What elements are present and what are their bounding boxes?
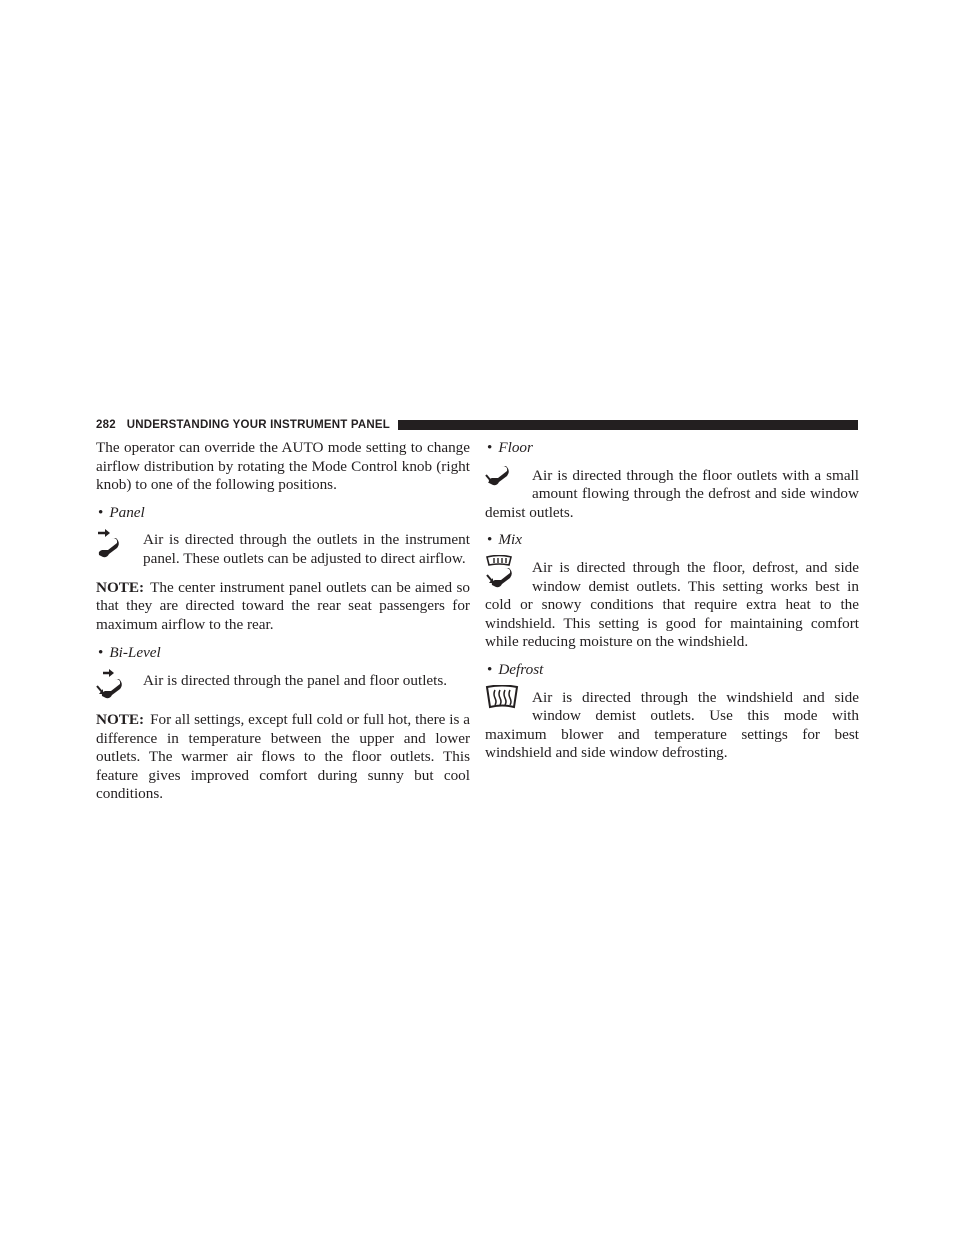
panel-mode-icon [96,527,143,564]
bilevel-description [96,672,470,705]
note-2-text: For all settings, except full cold or full hot, there is a difference in temperature between the upper and lower outlets. The warmer air flows to the floor outlets. This feature gives improved comfort during sunny but cool conditions. [96,710,470,803]
note-2-label: NOTE: [96,710,145,728]
defrost-description [485,689,859,763]
note-1-label: NOTE: [96,578,145,596]
page-header [96,417,858,433]
mix-mode-icon [485,555,532,592]
section-title: UNDERSTANDING YOUR INSTRUMENT PANEL [126,419,390,431]
mix-description [485,559,859,652]
bullet-mix: • Mix [487,531,522,549]
right-column [485,439,859,763]
mix-text: Air is directed through the floor, defrost, and side window demist outlets. This setting works best in cold or snowy conditions that require extra heat to the windshield. This setting is good for maintaining comfort while reducing moisture on the windshield. [485,558,859,651]
bullet-floor: • Floor [487,439,533,456]
panel-description [96,531,470,568]
floor-mode-icon [485,463,532,500]
bullet-bilevel: • Bi-Level [98,644,161,662]
bullet-defrost: • Defrost [487,660,544,678]
floor-text: Air is directed through the floor outlets with a small amount flowing through the defrost and side window demist outlets. [485,466,859,521]
bullet-panel: • Panel [98,503,145,521]
mix-heading: Mix [498,531,522,549]
left-column [96,439,470,804]
defrost-mode-icon [485,685,532,722]
page-number: 282 [96,419,116,431]
defrost-heading: Defrost [498,660,544,678]
floor-description [485,467,859,523]
panel-text: Air is directed through the outlets in the instrument panel. These outlets can be adjusted to direct airflow. [143,531,470,567]
panel-heading: Panel [109,503,145,521]
note-1 [96,579,470,635]
note-1-text: The center instrument panel outlets can be aimed so that they are directed toward the rear seat passengers for maximum airflow to the rear. [96,578,470,633]
note-2 [96,711,470,804]
bilevel-mode-icon [96,668,143,705]
bilevel-text: Air is directed through the panel and floor outlets. [143,671,448,689]
defrost-text: Air is directed through the windshield and side window demist outlets. Use this mode with maximum blower and temperature settings for best windshield and side window defrosting. [485,688,859,762]
bilevel-heading: Bi-Level [109,644,161,662]
header-rule [398,420,858,430]
intro-paragraph: The operator can override the AUTO mode setting to change airflow distribution by rotating the Mode Control knob (right knob) to one of the following positions. [96,439,470,494]
floor-heading: Floor [498,439,533,456]
